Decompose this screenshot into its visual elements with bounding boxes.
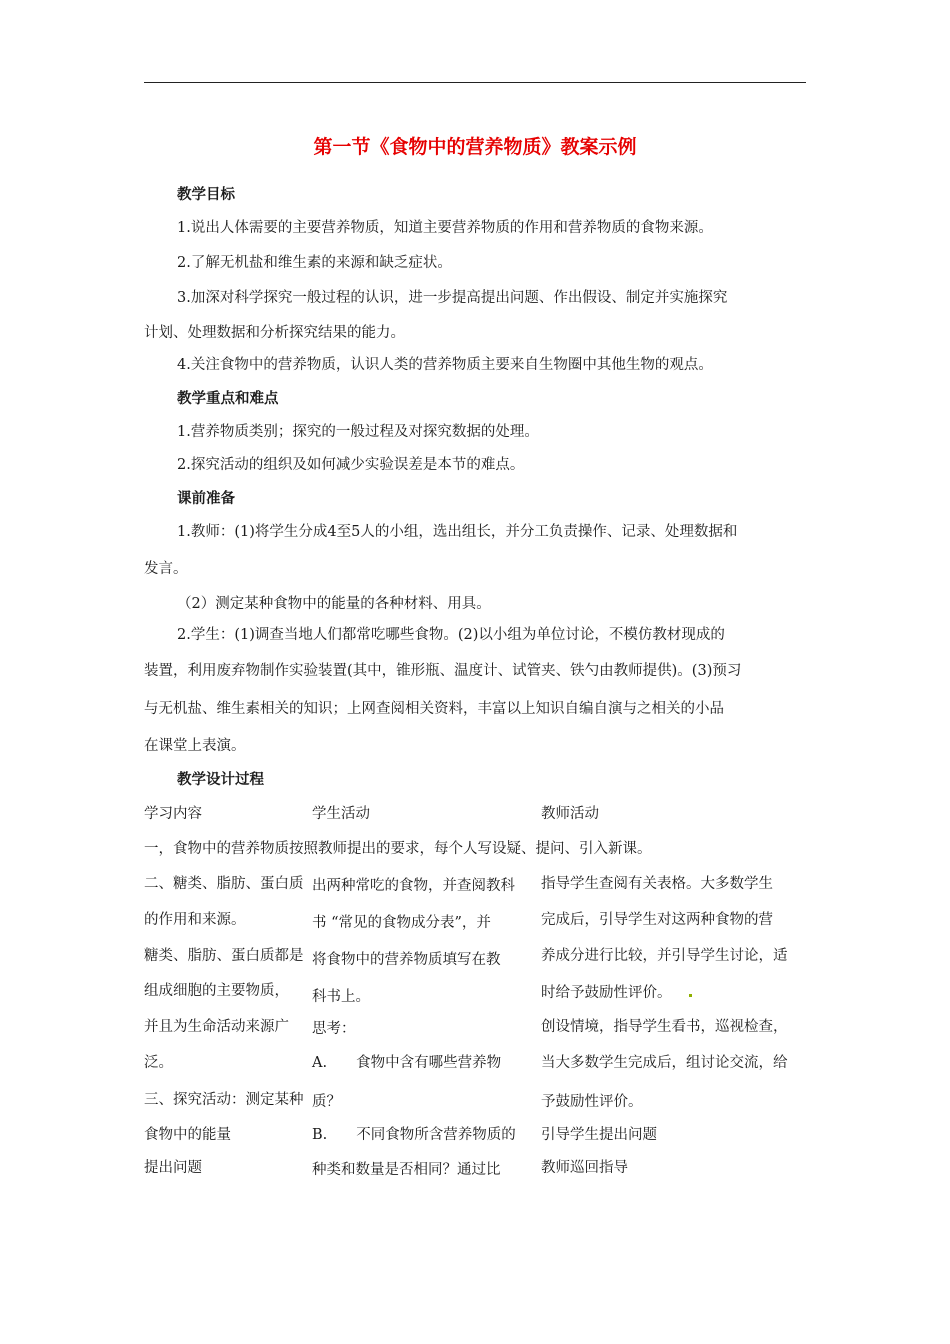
- objective-line: 计划、处理数据和分析探究结果的能力。: [144, 325, 405, 341]
- header-rule: [144, 82, 806, 83]
- key-point-line: 2.探究活动的组织及如何减少实验误差是本节的难点。: [177, 457, 525, 473]
- preparation-line: （2）测定某种食物中的能量的各种材料、用具。: [177, 596, 491, 612]
- table-cell-teacher: 完成后，引导学生对这两种食物的营: [541, 912, 773, 928]
- preparation-line: 2.学生：(1)调查当地人们都常吃哪些食物。(2)以小组为单位讨论，不模仿教材现成的: [177, 627, 725, 643]
- preparation-line: 与无机盐、维生素相关的知识；上网查阅相关资料，丰富以上知识自编自演与之相关的小品: [144, 701, 724, 717]
- table-cell-teacher: 时给予鼓励性评价。: [541, 985, 672, 1001]
- table-cell-content: 三、探究活动：测定某种: [144, 1092, 304, 1108]
- objective-line: 4.关注食物中的营养物质，认识人类的营养物质主要来自生物圈中其他生物的观点。: [177, 357, 713, 373]
- table-cell-teacher: 指导学生查阅有关表格。大多数学生: [541, 876, 773, 892]
- table-cell-student: 科书上。: [312, 989, 370, 1005]
- stray-mark: [689, 994, 692, 997]
- preparation-line: 装置，利用废弃物制作实验装置(其中，锥形瓶、温度计、试管夹、铁勺由教师提供)。(3)预习: [144, 663, 742, 679]
- table-cell-student: 出两种常吃的食物，并查阅教科: [312, 878, 515, 894]
- preparation-line: 1.教师：(1)将学生分成4至5人的小组，选出组长，并分工负责操作、记录、处理数据和: [177, 524, 738, 540]
- table-header-teacher: 教师活动: [541, 806, 599, 822]
- table-cell-student: 思考：: [312, 1021, 356, 1037]
- table-cell-teacher: 引导学生提出问题: [541, 1127, 657, 1143]
- table-header-content: 学习内容: [144, 806, 202, 822]
- preparation-line: 发言。: [144, 561, 188, 577]
- table-cell-teacher: 当大多数学生完成后，组讨论交流，给: [541, 1055, 788, 1071]
- table-cell-teacher: 养成分进行比较，并引导学生讨论，适: [541, 948, 788, 964]
- table-cell-content: 糖类、脂肪、蛋白质都是: [144, 948, 304, 964]
- table-cell-teacher: 教师巡回指导: [541, 1160, 628, 1176]
- table-row-1: 一，食物中的营养物质按照教师提出的要求，每个人写设疑、提问、引入新课。: [144, 841, 652, 857]
- document-title: 第一节《食物中的营养物质》教案示例: [313, 136, 637, 158]
- key-points-heading: 教学重点和难点: [177, 391, 279, 407]
- table-cell-content: 的作用和来源。: [144, 912, 246, 928]
- table-cell-teacher: 创设情境，指导学生看书，巡视检查，: [541, 1019, 788, 1035]
- process-heading: 教学设计过程: [177, 772, 264, 788]
- table-cell-content: 并且为生命活动来源广: [144, 1019, 289, 1035]
- table-cell-content: 提出问题: [144, 1160, 202, 1176]
- table-cell-student: 书 “常见的食物成分表”，并: [312, 915, 491, 931]
- table-cell-content: 二、糖类、脂肪、蛋白质: [144, 876, 304, 892]
- table-cell-student: A. 食物中含有哪些营养物: [312, 1055, 502, 1071]
- table-cell-content: 组成细胞的主要物质，: [144, 983, 289, 999]
- table-cell-student: 将食物中的营养物质填写在教: [312, 952, 501, 968]
- table-cell-student: B. 不同食物所含营养物质的: [312, 1127, 516, 1143]
- key-point-line: 1.营养物质类别；探究的一般过程及对探究数据的处理。: [177, 424, 539, 440]
- preparation-line: 在课堂上表演。: [144, 738, 246, 754]
- table-cell-student: 种类和数量是否相同？通过比: [312, 1162, 501, 1178]
- objective-line: 3.加深对科学探究一般过程的认识，进一步提高提出问题、作出假设、制定并实施探究: [177, 290, 728, 306]
- table-cell-student: 质？: [312, 1094, 341, 1110]
- objectives-heading: 教学目标: [177, 187, 235, 203]
- preparation-heading: 课前准备: [177, 491, 235, 507]
- objective-line: 1.说出人体需要的主要营养物质，知道主要营养物质的作用和营养物质的食物来源。: [177, 220, 713, 236]
- table-cell-content: 食物中的能量: [144, 1127, 231, 1143]
- objective-line: 2.了解无机盐和维生素的来源和缺乏症状。: [177, 255, 452, 271]
- table-cell-content: 泛。: [144, 1055, 173, 1071]
- table-cell-teacher: 予鼓励性评价。: [541, 1094, 643, 1110]
- table-header-student: 学生活动: [312, 806, 370, 822]
